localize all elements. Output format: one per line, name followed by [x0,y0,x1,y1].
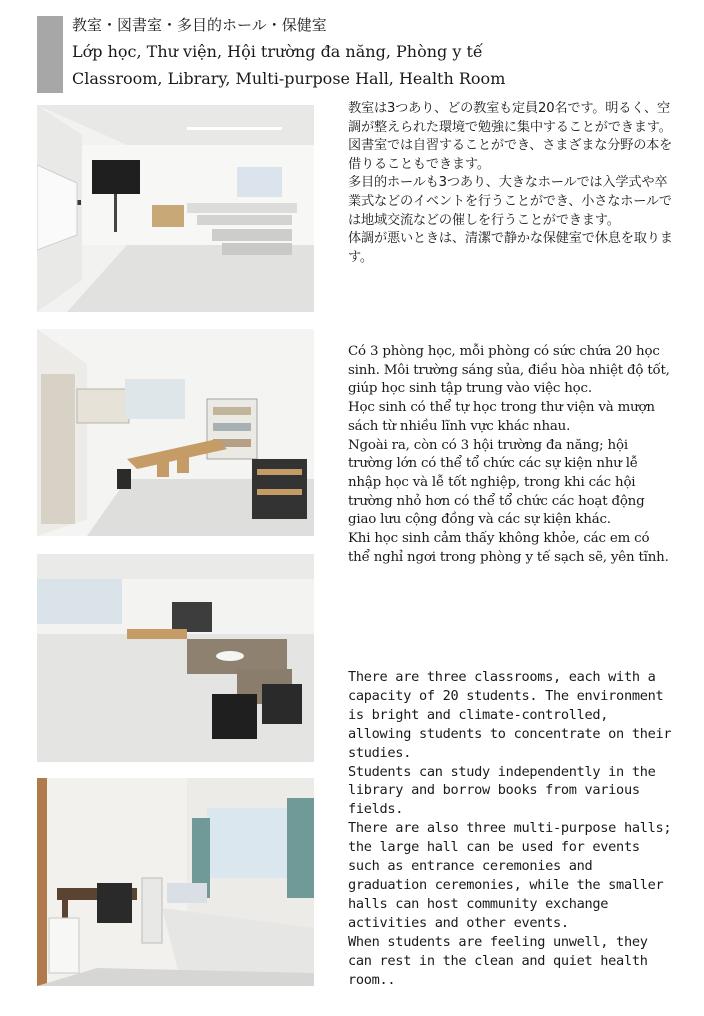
health-room-photo [37,778,314,986]
description-japanese [348,100,673,267]
paragraph-en-classrooms: There are three classrooms, each with a capacity of 20 students. The environment is bright and climate-controlled, allowing students to concentrate on their studies. [348,669,672,761]
description-english [348,668,673,989]
page-title-japanese: 教室・図書室・多目的ホール・保健室 [72,16,327,34]
description-vietnamese [348,343,673,567]
paragraph-vi-classrooms: Có 3 phòng học, mỗi phòng có sức chứa 20 học sinh. Môi trường sáng sủa, điều hòa nhiệt độ tốt, giúp học sinh tập trung vào việc học. [348,344,670,397]
multipurpose-hall-photo [37,554,314,762]
paragraph-ja-classrooms: 教室は3つあり、どの教室も定員20名です。明るく、空調が整えられた環境で勉強に集中することができます。 [348,101,672,135]
paragraph-ja-health-room: 体調が悪いときは、清潔で静かな保健室で休息を取ります。 [348,231,673,265]
paragraph-en-library: Students can study independently in the library and borrow books from various fields. [348,763,656,818]
paragraph-vi-halls: Ngoài ra, còn có 3 hội trường đa năng; hội trường lớn có thể tổ chức các sự kiện như lễ nhập học và lễ tốt nghiệp, trong khi các hội trường nhỏ hơn có thể tổ chức các hoạt động giao lưu cộng đồng và các sự kiện khác. [348,437,645,528]
classroom-photo [37,105,314,312]
library-photo [37,329,314,536]
paragraph-ja-library: 図書室では自習することができ、さまざまな分野の本を借りることもできます。 [348,138,673,172]
paragraph-en-halls: There are also three multi-purpose halls; the large hall can be used for events such as entrance ceremonies and graduation ceremonies, while the smaller halls can host community exchange activities and other events. [348,820,672,931]
page-title-english: Classroom, Library, Multi-purpose Hall, Health Room [72,69,506,88]
paragraph-vi-health-room: Khi học sinh cảm thấy không khỏe, các em có thể nghỉ ngơi trong phòng y tế sạch sẽ, yên tĩnh. [348,531,669,565]
page-title-vietnamese: Lớp học, Thư viện, Hội trường đa năng, Phòng y tế [72,42,483,61]
paragraph-ja-halls: 多目的ホールも3つあり、大きなホールでは入学式や卒業式などのイベントを行うことができ、小さなホールでは地域交流などの催しを行うことができます。 [348,175,672,228]
header-accent-bar [37,16,63,93]
paragraph-vi-library: Học sinh có thể tự học trong thư viện và mượn sách từ nhiều lĩnh vực khác nhau. [348,400,655,434]
paragraph-en-health-room: When students are feeling unwell, they can rest in the clean and quiet health room.. [348,933,648,988]
